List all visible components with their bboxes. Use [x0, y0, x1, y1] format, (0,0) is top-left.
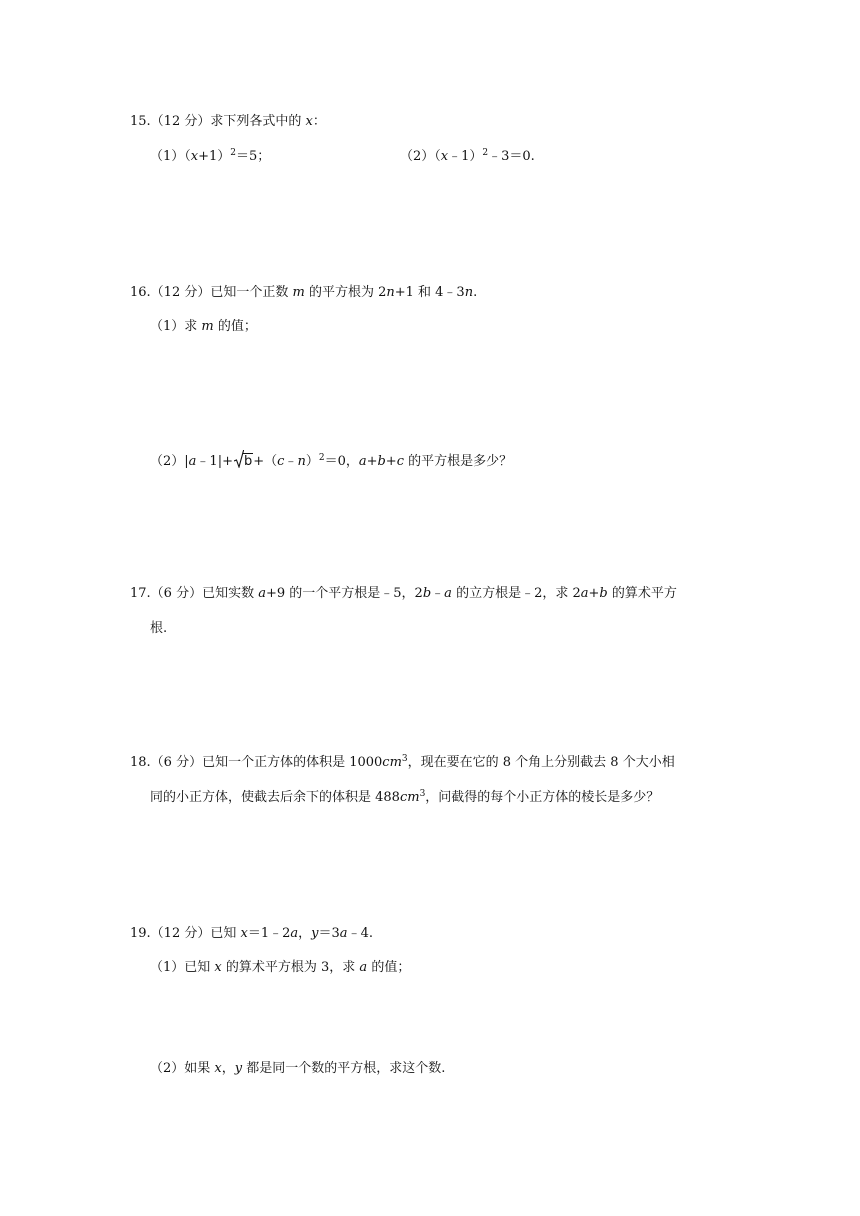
q16-part-2: （2）|a﹣1|+ b+（c﹣n）$^2$＝0，a+b+c 的平方根是多少？: [150, 453, 512, 471]
q19-part-2: （2）如果 x，y 都是同一个数的平方根，求这个数.: [150, 1061, 446, 1076]
q18-stem-line-2: 同的小正方体，使截去后余下的体积是 $488cm^3$，问截得的每个小正方体的棱长是多少？: [150, 789, 660, 805]
q16-part-1: （1）求 m 的值；: [150, 319, 257, 334]
q19-part-1: （1）已知 x 的算术平方根为 3，求 a 的值；: [150, 960, 411, 975]
radical-sign-icon: [234, 450, 244, 468]
q18-stem-line-1: 18.（6 分）已知一个正方体的体积是 $1000cm^3$，现在要在它的 8 个角上分别截去 8 个大小相: [130, 754, 675, 770]
q17-stem-line-1: 17.（6 分）已知实数 a+9 的一个平方根是﹣5，2b﹣a 的立方根是﹣2，求 2a+b 的算术平方: [130, 586, 677, 601]
q16-stem: 16.（12 分）已知一个正数 m 的平方根为 2n+1 和 4﹣3n.: [130, 285, 478, 300]
q15-part-2: （2）（x﹣1）$^2$﹣3＝0.: [400, 148, 535, 164]
q19-stem: 19.（12 分）已知 x＝1﹣2a，y＝3a﹣4.: [130, 926, 373, 941]
q15-stem: 15.（12 分）求下列各式中的 x：: [130, 114, 326, 129]
sqrt-b: b: [234, 453, 253, 471]
q15-part-1: $(1)(x+1)^2=5$；: [150, 148, 271, 164]
q17-stem-line-2: 根.: [150, 621, 168, 636]
